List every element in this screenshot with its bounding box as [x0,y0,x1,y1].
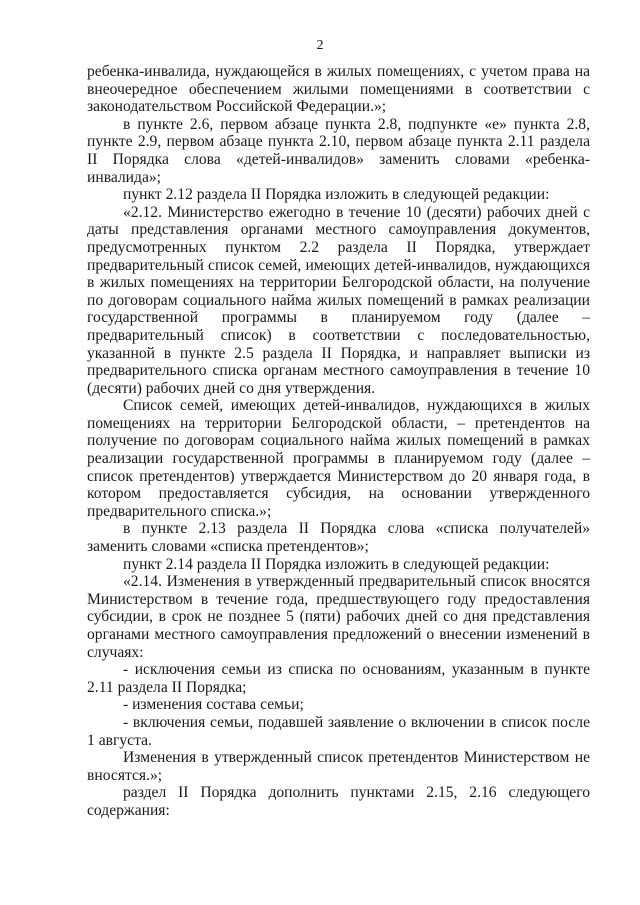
paragraph-6: в пункте 2.13 раздела II Порядка слова «списка получателей» заменить словами «списка претендентов»; [87,520,590,556]
paragraph-10: - изменения состава семьи; [123,696,304,714]
paragraph-1: ребенка-инвалида, нуждающейся в жилых помещениях, с учетом права на внеочередное обеспечением жилыми помещениями в соответствии с законодательством Российской Федерации.»; [87,63,590,116]
paragraph-12: Изменения в утвержденный список претендентов Министерством не вносятся.»; [87,749,590,784]
document-body [87,63,590,820]
paragraph-11: - включения семьи, подавшей заявление о включении в список после 1 августа. [87,713,590,749]
paragraph-8: «2.14. Изменения в утвержденный предварительный список вносятся Министерством в течение года, предшествующего году предоставления субсидии, в срок не позднее 5 (пяти) рабочих дней со дня представления органами местного самоуправления предложений о внесении изменений в случаях: [87,573,590,661]
paragraph-4: «2.12. Министерство ежегодно в течение 10 (десяти) рабочих дней с даты представления органами местного самоуправления документов, предусмотренных пунктом 2.2 раздела II Порядка, утверждает предварительный список семей, имеющих детей-инвалидов, нуждающихся в жилых помещениях на территории Белгородской области, на получение по договорам социального найма жилых помещений в рамках реализации государственной программы в планируемом году (далее – предварительный список) в соответствии с последовательностью, указанной в пункте 2.5 раздела II Порядка, и направляет выписки из предварительного списка органам местного самоуправления в течение 10 (десяти) рабочих дней со дня утверждения. [87,203,590,397]
paragraph-3: пункт 2.12 раздела II Порядка изложить в следующей редакции: [123,186,550,204]
paragraph-5: Список семей, имеющих детей-инвалидов, нуждающихся в жилых помещениях на территории Белгородской области, – претендентов на получение по договорам социального найма жилых помещений в рамках реализации государственной программы в планируемом году (далее – список претендентов) утверждается Министерством до 20 января года, в котором предоставляется субсидия, на основании утвержденного предварительного списка.»; [87,397,590,520]
page-number: 2 [316,38,324,53]
paragraph-13: раздел II Порядка дополнить пунктами 2.15, 2.16 следующего содержания: [87,784,590,819]
paragraph-2: в пункте 2.6, первом абзаце пункта 2.8, подпункте «е» пункта 2.8, пункте 2.9, первом абзаце пункта 2.10, первом абзаце пункта 2.11 раздела II Порядка слова «детей-инвалидов» заменить словами «ребенка-инвалида»; [87,115,590,186]
paragraph-9: - исключения семьи из списка по основаниям, указанным в пункте 2.11 раздела II Порядка; [87,661,590,696]
paragraph-7: пункт 2.14 раздела II Порядка изложить в следующей редакции: [123,555,550,573]
